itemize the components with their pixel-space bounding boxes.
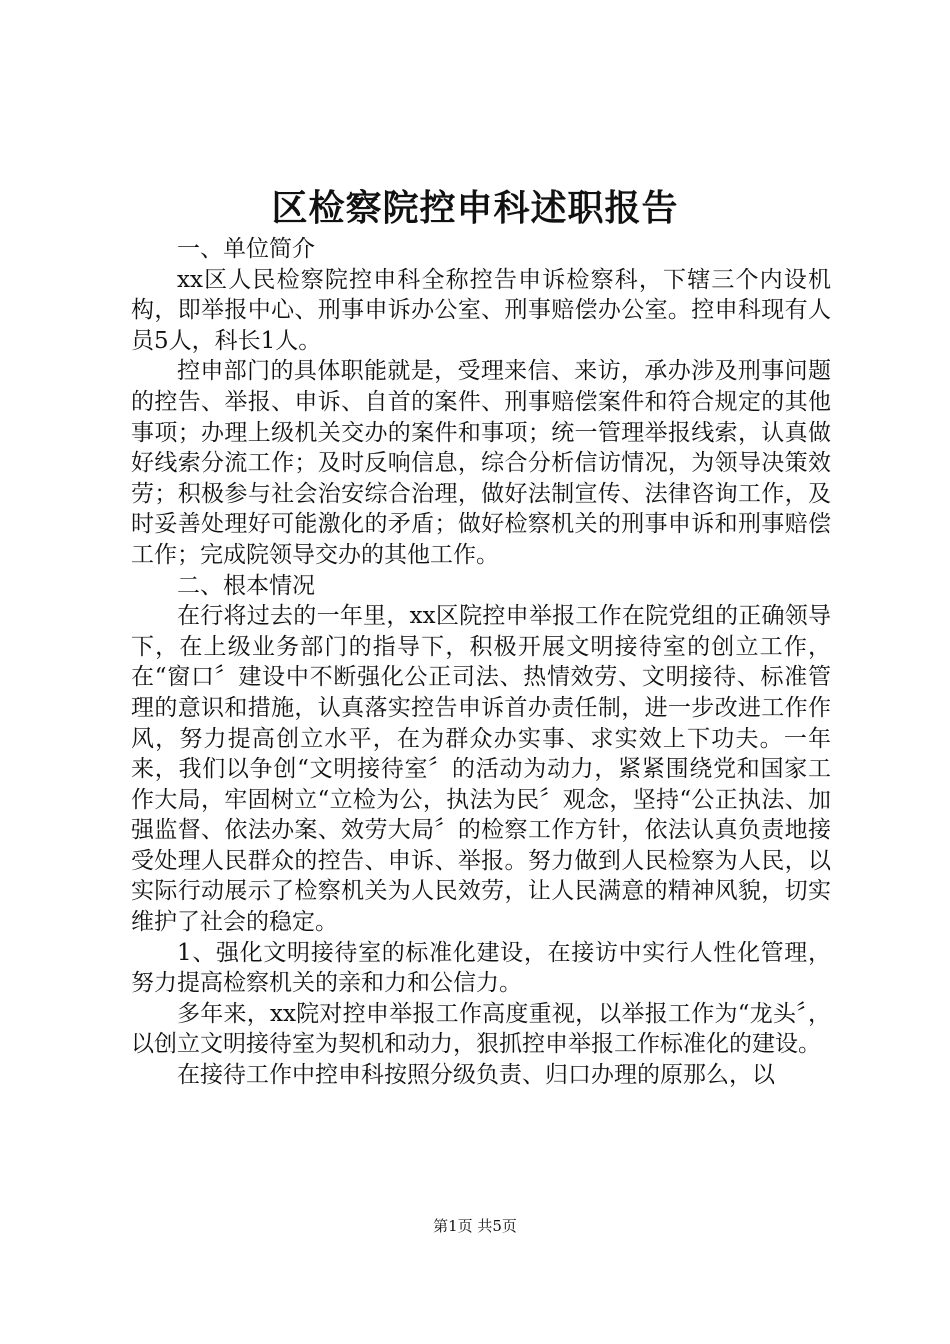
paragraph: 控申部门的具体职能就是，受理来信、来访，承办涉及刑事问题的控告、举报、申诉、自首的案件、刑事赔偿案件和符合规定的其他事项；办理上级机关交办的案件和事项；统一管理举报线索，认真做好线索分流工作；及时反响信息，综合分析信访情况，为领导决策效劳；积极参与社会治安综合治理，做好法制宣传、法律咨询工作，及时妥善处理好可能激化的矛盾；做好检察机关的刑事申诉和刑事赔偿工作；完成院领导交办的其他工作。 (131, 358, 831, 568)
document-body (131, 234, 831, 1091)
page-number-footer: 第1页 共5页 (433, 1217, 517, 1235)
paragraph: 多年来，xx院对控申举报工作高度重视，以举报工作为“龙头〞，以创立文明接待室为契机和动力，狠抓控申举报工作标准化的建设。 (131, 1000, 831, 1058)
paragraph: 在接待工作中控申科按照分级负责、归口办理的原那么，以 (177, 1062, 775, 1089)
paragraph: 1、强化文明接待室的标准化建设，在接访中实行人性化管理，努力提高检察机关的亲和力和公信力。 (131, 939, 831, 997)
section-heading: 一、单位简介 (177, 236, 315, 262)
section-heading: 二、根本情况 (177, 572, 315, 599)
paragraph: xx区人民检察院控申科全称控告申诉检察科，下辖三个内设机构，即举报中心、刑事申诉办公室、刑事赔偿办公室。控申科现有人员5人，科长1人。 (131, 266, 831, 354)
document-title: 区检察院控申科述职报告 (271, 187, 679, 229)
paragraph: 在行将过去的一年里，xx区院控申举报工作在院党组的正确领导下，在上级业务部门的指导下，积极开展文明接待室的创立工作，在“窗口〞建设中不断强化公正司法、热情效劳、文明接待、标准管理的意识和措施，认真落实控告申诉首办责任制，进一步改进工作作风，努力提高创立水平，在为群众办实事、求实效上下功夫。一年来，我们以争创“文明接待室〞的活动为动力，紧紧围绕党和国家工作大局，牢固树立“立检为公，执法为民〞观念，坚持“公正执法、加强监督、依法办案、效劳大局〞的检察工作方针，依法认真负责地接受处理人民群众的控告、申诉、举报。努力做到人民检察为人民，以实际行动展示了检察机关为人民效劳，让人民满意的精神风貌，切实维护了社会的稳定。 (131, 603, 831, 936)
